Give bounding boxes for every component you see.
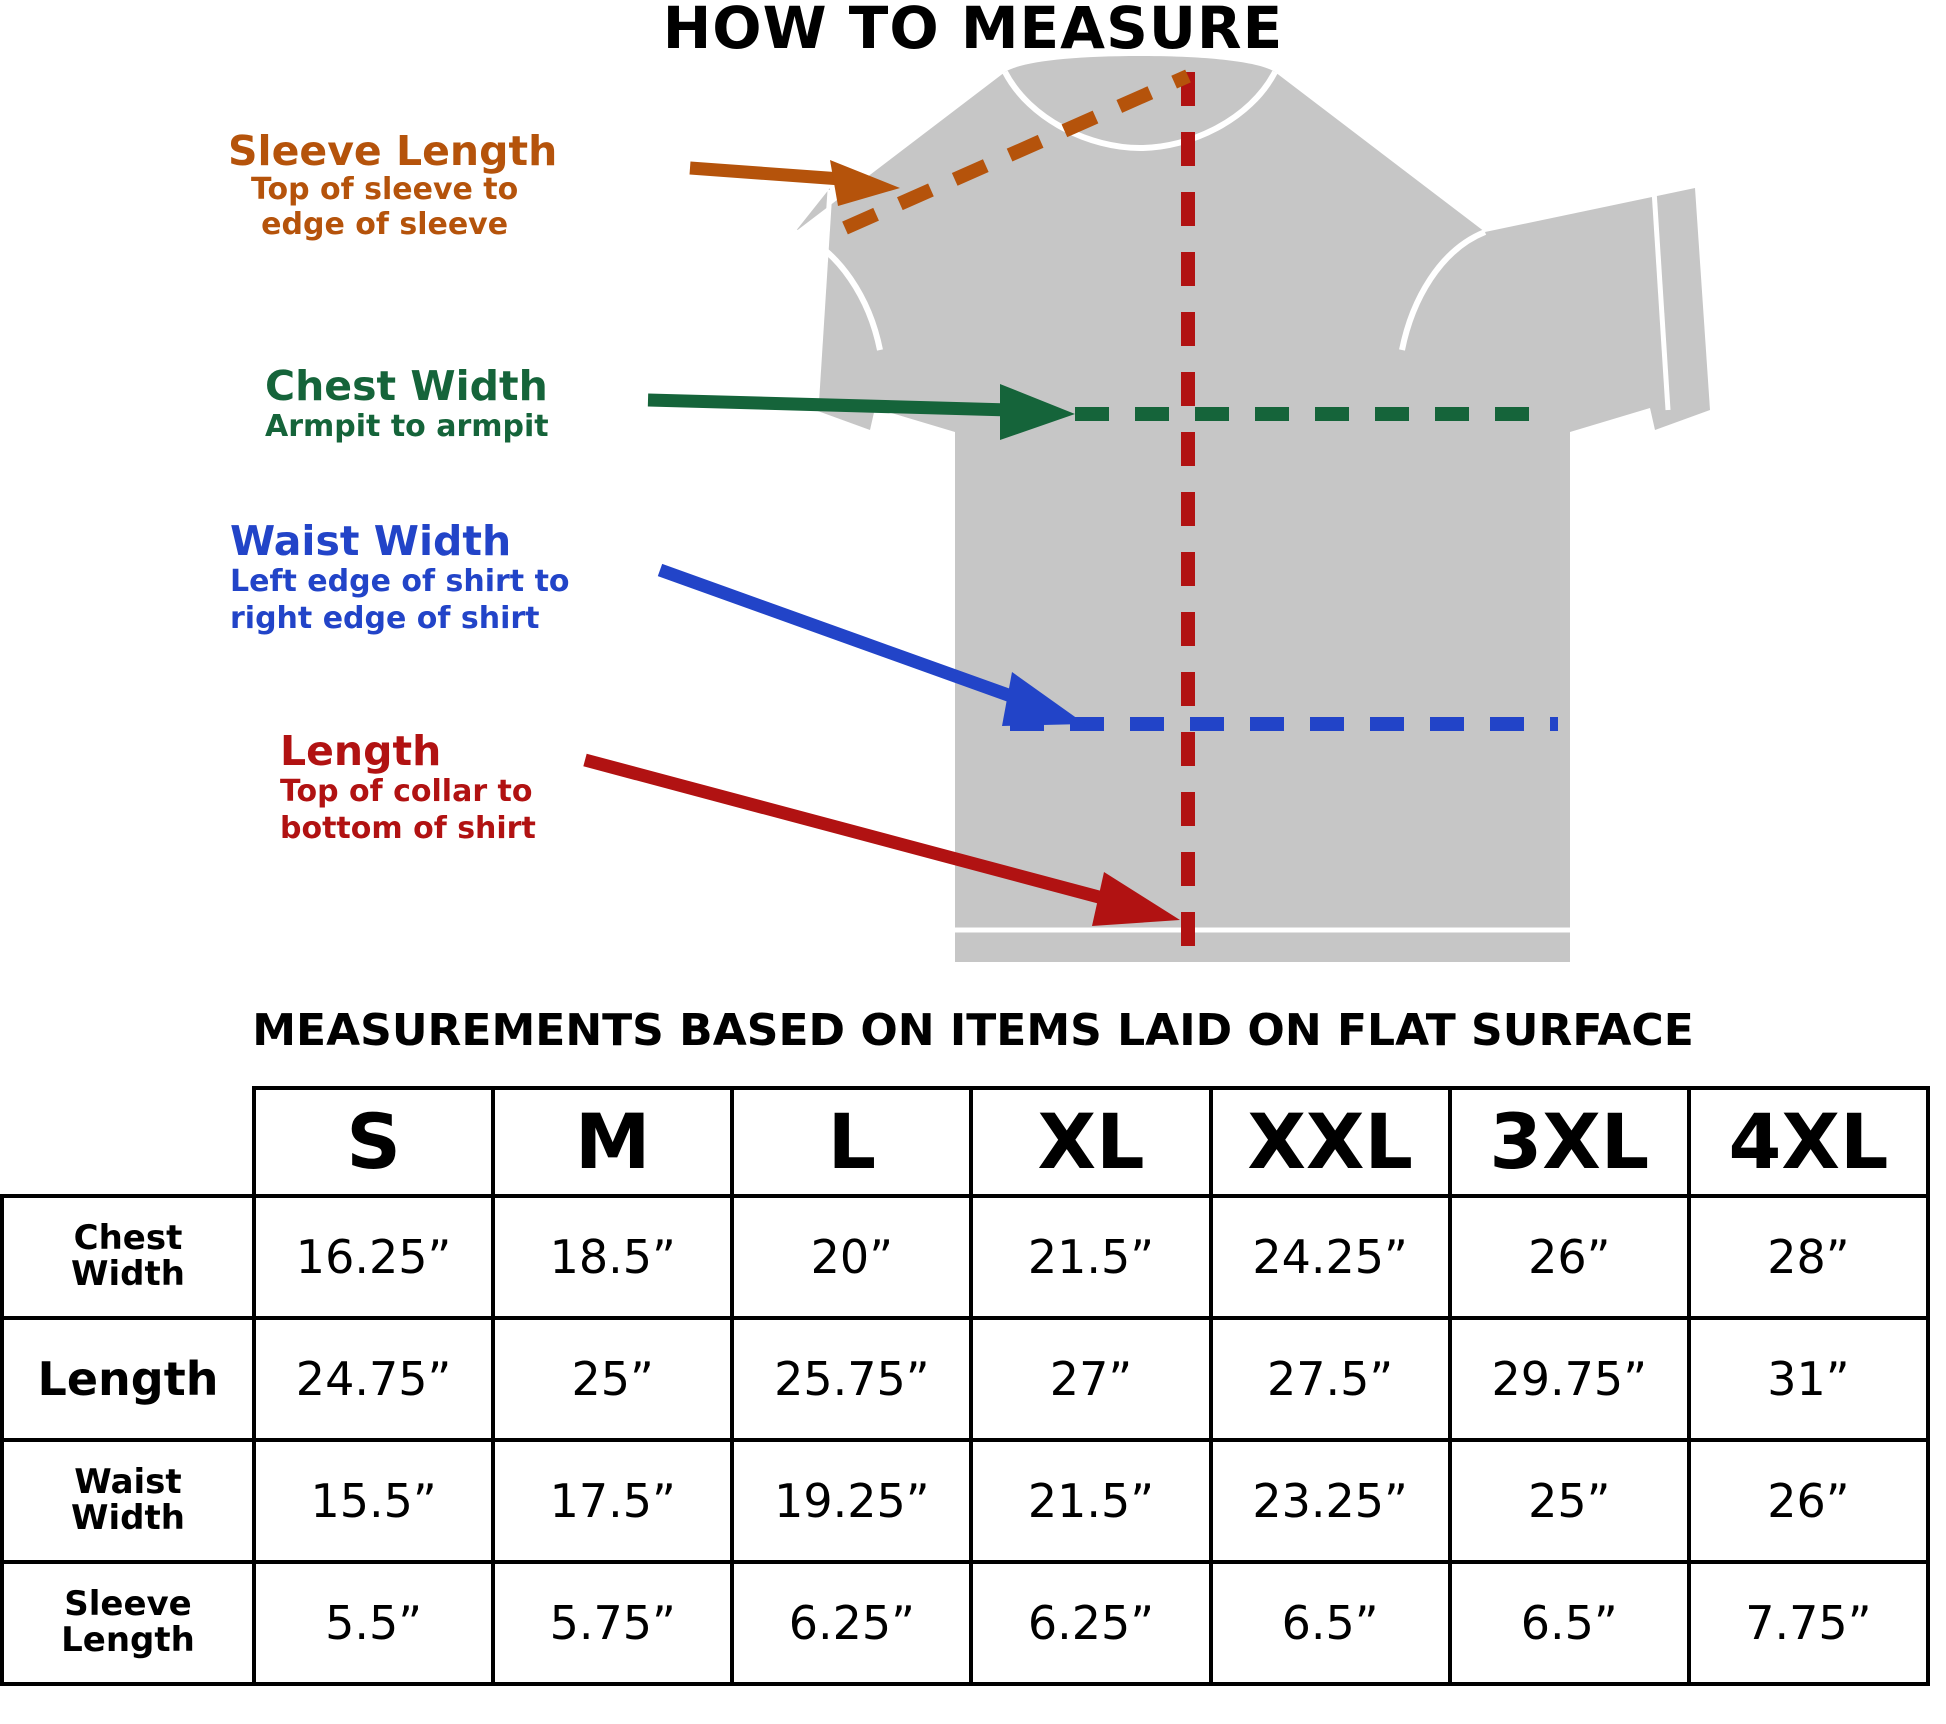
callout-sleeve-sub2: edge of sleeve <box>261 206 509 242</box>
table-row <box>2 1440 1928 1562</box>
row-header-line2: Length <box>61 1620 195 1660</box>
cell-sleeve-m: 5.75” <box>493 1562 732 1684</box>
row-header-line1: Sleeve <box>64 1584 192 1625</box>
tshirt-shape <box>795 56 1710 962</box>
table-row <box>2 1196 1928 1318</box>
row-header-line1: Waist <box>74 1462 182 1503</box>
cell-chest-m: 18.5” <box>493 1196 732 1318</box>
row-header-length <box>2 1318 254 1440</box>
cell-sleeve-3xl: 6.5” <box>1450 1562 1689 1684</box>
table-row <box>2 1318 1928 1440</box>
cell-waist-4xl: 26” <box>1689 1440 1928 1562</box>
row-header-line2: Width <box>71 1498 185 1538</box>
size-header-l: L <box>732 1088 971 1196</box>
cell-chest-s: 16.25” <box>254 1196 493 1318</box>
size-header-xxl: XXL <box>1211 1088 1450 1196</box>
callout-length-title: Length <box>280 727 442 775</box>
callout-sleeve-length <box>228 127 558 242</box>
table-caption: MEASUREMENTS BASED ON ITEMS LAID ON FLAT SURFACE <box>252 1005 1694 1056</box>
callout-length <box>280 727 536 846</box>
callout-length-sub2: bottom of shirt <box>280 810 536 846</box>
size-header-xl: XL <box>971 1088 1210 1196</box>
table-header-row <box>2 1088 1928 1196</box>
cell-waist-xl: 21.5” <box>971 1440 1210 1562</box>
callout-waist-sub1: Left edge of shirt to <box>230 564 570 600</box>
cell-sleeve-s: 5.5” <box>254 1562 493 1684</box>
size-chart-table <box>0 1086 1930 1686</box>
row-header-waist-width <box>2 1440 254 1562</box>
cell-chest-l: 20” <box>732 1196 971 1318</box>
row-header-chest-width <box>2 1196 254 1318</box>
cell-waist-m: 17.5” <box>493 1440 732 1562</box>
cell-waist-xxl: 23.25” <box>1211 1440 1450 1562</box>
size-header-s: S <box>254 1088 493 1196</box>
cell-length-xxl: 27.5” <box>1211 1318 1450 1440</box>
size-header-m: M <box>493 1088 732 1196</box>
callout-sleeve-title: Sleeve Length <box>228 127 558 175</box>
callout-length-sub1: Top of collar to <box>280 774 533 810</box>
table-row <box>2 1562 1928 1684</box>
cell-length-4xl: 31” <box>1689 1318 1928 1440</box>
cell-waist-l: 19.25” <box>732 1440 971 1562</box>
row-header-sleeve-length <box>2 1562 254 1684</box>
page-title: HOW TO MEASURE <box>662 0 1284 62</box>
cell-length-xl: 27” <box>971 1318 1210 1440</box>
callout-chest-sub1: Armpit to armpit <box>265 409 549 445</box>
cell-waist-3xl: 25” <box>1450 1440 1689 1562</box>
callout-waist-width <box>230 517 570 636</box>
row-header-line2: Width <box>71 1254 185 1294</box>
row-header-line1: Chest <box>73 1218 183 1259</box>
cell-length-3xl: 29.75” <box>1450 1318 1689 1440</box>
size-header-3xl: 3XL <box>1450 1088 1689 1196</box>
cell-chest-4xl: 28” <box>1689 1196 1928 1318</box>
callout-waist-title: Waist Width <box>230 517 512 565</box>
cell-length-s: 24.75” <box>254 1318 493 1440</box>
cell-length-m: 25” <box>493 1318 732 1440</box>
cell-sleeve-4xl: 7.75” <box>1689 1562 1928 1684</box>
cell-chest-3xl: 26” <box>1450 1196 1689 1318</box>
row-header-line1: Length <box>37 1351 219 1406</box>
callout-chest-title: Chest Width <box>265 362 548 410</box>
cell-sleeve-xxl: 6.5” <box>1211 1562 1450 1684</box>
cell-waist-s: 15.5” <box>254 1440 493 1562</box>
cell-chest-xl: 21.5” <box>971 1196 1210 1318</box>
table-corner-cell <box>2 1088 254 1196</box>
cell-sleeve-l: 6.25” <box>732 1562 971 1684</box>
cell-sleeve-xl: 6.25” <box>971 1562 1210 1684</box>
callout-sleeve-sub1: Top of sleeve to <box>251 172 519 208</box>
cell-length-l: 25.75” <box>732 1318 971 1440</box>
callout-chest-width <box>265 362 549 445</box>
cell-chest-xxl: 24.25” <box>1211 1196 1450 1318</box>
size-header-4xl: 4XL <box>1689 1088 1928 1196</box>
callout-waist-sub2: right edge of shirt <box>230 600 540 636</box>
